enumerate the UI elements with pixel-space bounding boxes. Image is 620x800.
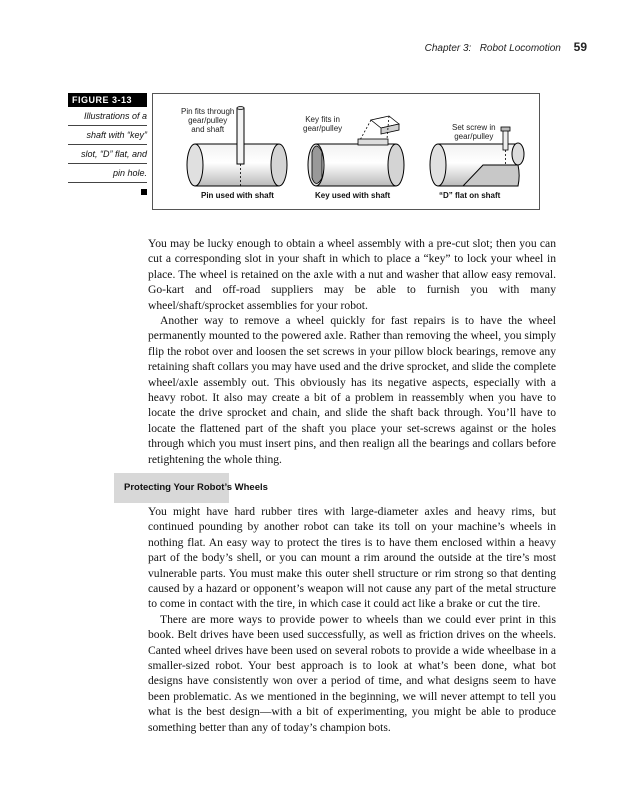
chapter-title: Robot Locomotion — [479, 43, 561, 54]
figure-label-block — [68, 93, 147, 195]
figure-illustration — [152, 93, 540, 210]
body-text-bottom — [148, 504, 556, 735]
figure-caption-line: slot, “D” flat, and — [68, 145, 147, 164]
section-heading: Protecting Your Robot’s Wheels — [124, 482, 268, 493]
callout-line: and shaft — [191, 125, 225, 134]
key-subcaption: Key used with shaft — [315, 191, 391, 200]
screw-callout — [452, 123, 496, 141]
figure-tag: FIGURE 3-13 — [68, 93, 147, 107]
key-callout — [303, 115, 342, 133]
body-text-top — [148, 236, 556, 467]
callout-line: Set screw in — [452, 123, 496, 132]
paragraph: You may be lucky enough to obtain a wheel assembly with a pre-cut slot; then you can cut a corresponding slot in your shaft in which to place a “key” to lock your wheel in place. The wheel is retained on the axle with a nut and washer that allow easy removal. Go-kart and off-road suppliers may be able to furnish you with many wheel/shaft/sprocket assemblies for your robot. — [148, 237, 556, 312]
page-number: 59 — [573, 40, 587, 54]
paragraph: There are more ways to provide power to wheels than we could ever print in this book. Belt drives have been used successfully, as well as friction drives on the wheels. Canted wheel drives have been used on several robots to provide a wide wheelbase in a smaller-sized robot. Your best approach is to look at what’s been done, what bot designs have consistently won over a period of time, and what designs seem to have been problematic. As we mentioned in the beginning, we will never attempt to tell you what is the best design—with a bit of experimenting, you might be able to produce something better than any of today’s champion bots. — [148, 612, 556, 734]
pin-callout — [181, 107, 234, 134]
figure-caption-line: shaft with “key” — [68, 126, 147, 145]
callout-line: gear/pulley — [303, 124, 343, 133]
callout-line: Pin fits through — [181, 107, 235, 116]
paragraph: Another way to remove a wheel quickly for fast repairs is to have the wheel permanently mounted to the powered axle. Rather than removing the wheel, you simply flip the robot over and loosen the set screws in your pillow block bearings, remove any retaining shaft collars you may have used and the drive sprocket, and slide the complete wheel/axle assembly out. This obviously has its negative aspects, especially with a heavy robot. It also may create a bit of a problem in reassembly when you have to locate the drive sprocket and chain, and slide the shaft back through. You’ll have to locate the flattened part of the shaft you place your set-screws against or the holes through which you must insert pins, and then realign all the bearings and collars before retightening the whole thing. — [148, 314, 556, 466]
pin-subcaption: Pin used with shaft — [201, 191, 274, 200]
figure-end-marker — [141, 189, 147, 195]
paragraph: You might have hard rubber tires with large-diameter axles and heavy rims, but continued pounding by another robot can take its toll on your machine’s wheels in nothing flat. An easy way to protect the tires is to have them enclosed within a heavy part of the body’s shell, or you can mount a rim around the outside at the tire’s most vulnerable parts. You must make this outer shell structure or rim strong so that denting caused by a hazard or opponent’s weapon will not cause any part of the metal structure to come in contact with the tire, in which case it could act like a brake or cut the tire. — [148, 505, 556, 611]
callout-line: gear/pulley — [454, 132, 494, 141]
running-header — [425, 40, 587, 54]
figure-caption-line: pin hole. — [68, 164, 147, 183]
figure-caption-line: Illustrations of a — [68, 107, 147, 126]
callout-line: gear/pulley — [188, 116, 228, 125]
callout-line: Key fits in — [305, 115, 340, 124]
dflat-subcaption: “D” flat on shaft — [439, 191, 501, 200]
chapter-label: Chapter 3: — [424, 43, 472, 54]
